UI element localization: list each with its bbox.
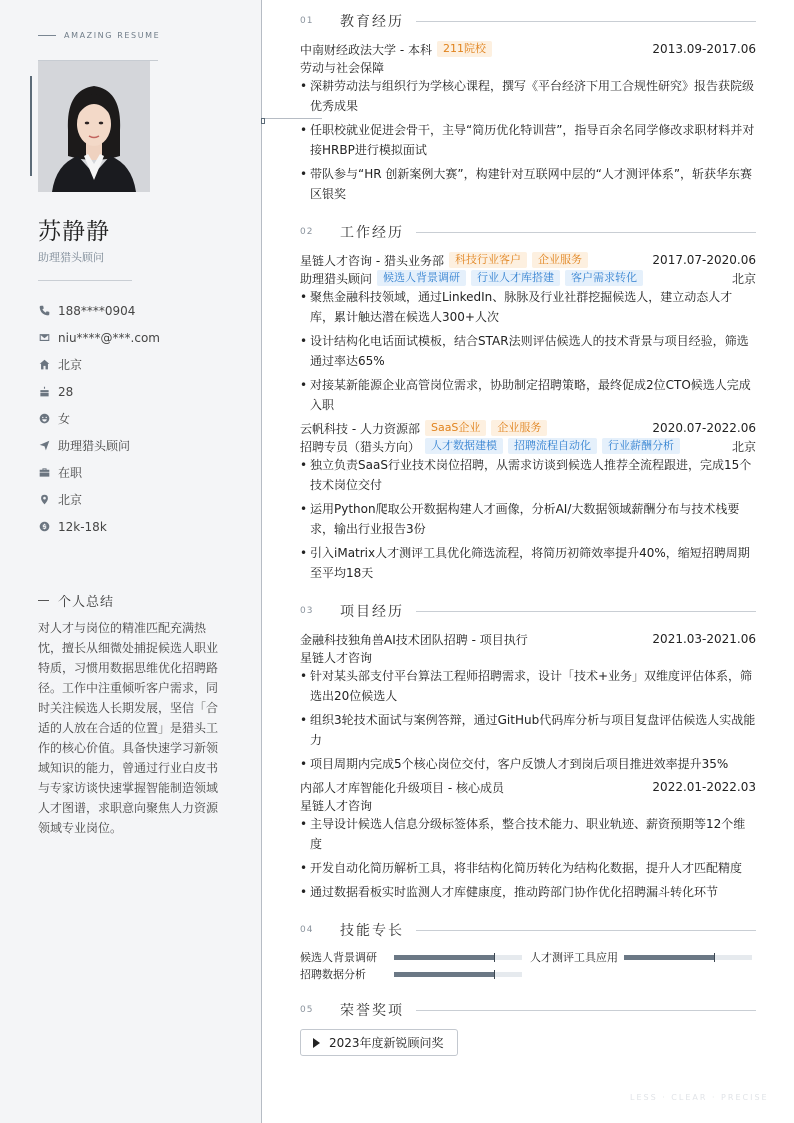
gender-text: 女 <box>58 412 71 426</box>
list-item: • 聚焦金融科技领域，通过LinkedIn、脉脉及行业社群挖掘候选人，建立动态人才库，累计触达潜在候选人300+人次 <box>300 287 756 327</box>
role-tag: 客户需求转化 <box>565 270 643 286</box>
skill-item <box>300 966 522 982</box>
section-rule <box>416 21 756 22</box>
list-item: • 引入iMatrix人才测评工具优化筛选流程，将简历初筛效率提升40%，缩短招聘周期至平均18天 <box>300 543 756 583</box>
list-item: • 组织3轮技术面试与案例答辩，通过GitHub代码库分析与项目复盘评估候选人实战能力 <box>300 710 756 750</box>
summary-title: 个人总结 <box>58 595 115 610</box>
company-tag: SaaS企业 <box>425 420 486 436</box>
phone-text: 188****0904 <box>58 303 136 318</box>
skill-bar <box>624 955 752 960</box>
project-date: 2021.03-2021.06 <box>652 632 756 646</box>
section-rule <box>416 1010 756 1011</box>
project-name: 金融科技独角兽AI技术团队招聘 - 项目执行 <box>300 632 528 647</box>
award-label: 2023年度新锐顾问奖 <box>329 1036 444 1050</box>
work-section-header <box>300 222 756 242</box>
info-row-salary <box>38 513 160 540</box>
skill-bar-marker <box>494 970 495 979</box>
project-2-header <box>300 778 756 796</box>
job-2-header <box>300 419 756 437</box>
awards-section-header <box>300 1000 756 1020</box>
summary-heading <box>38 591 114 610</box>
project-name: 内部人才库智能化升级项目 - 核心成员 <box>300 780 504 795</box>
play-icon <box>313 1038 320 1048</box>
section-number: 02 <box>300 227 314 237</box>
job-1-role <box>300 269 756 287</box>
major-row <box>300 58 756 76</box>
info-row-phone <box>38 297 160 324</box>
briefcase-icon <box>38 467 50 479</box>
project-2-org <box>300 796 756 814</box>
section-number: 03 <box>300 606 314 616</box>
company-name: 星链人才咨询 - 猎头业务部 <box>300 253 444 268</box>
list-item: • 带队参与“HR 创新案例大赛”，构建针对互联网中层的“人才测评体系”，斩获华东赛区银奖 <box>300 164 756 204</box>
list-item: • 对接某新能源企业高管岗位需求，协助制定招聘策略，最终促成2位CTO候选人完成入职 <box>300 375 756 415</box>
list-item: • 项目周期内完成5个核心岗位交付，客户反馈人才到岗后项目推进效率提升35% <box>300 754 756 774</box>
job-2-role <box>300 437 756 455</box>
list-item: • 开发自动化简历解析工具，将非结构化简历转化为结构化数据，提升人才匹配精度 <box>300 858 756 878</box>
age-text: 28 <box>58 384 74 399</box>
summary-dash <box>38 600 49 601</box>
company-tag: 科技行业客户 <box>449 252 527 268</box>
company-name: 云帆科技 - 人力资源部 <box>300 421 420 436</box>
mail-icon <box>38 332 50 344</box>
brand <box>38 31 160 40</box>
location-text: 北京 <box>58 493 83 507</box>
phone-icon <box>38 305 50 317</box>
role-tag: 行业薪酬分析 <box>602 438 680 454</box>
profile-name: 苏静静 <box>38 219 110 245</box>
role-tag: 行业人才库搭建 <box>471 270 560 286</box>
job-date: 2017.07-2020.06 <box>652 253 756 267</box>
email-text: niu****@***.com <box>58 330 160 345</box>
section-title: 技能专长 <box>340 923 404 939</box>
role-name: 助理猎头顾问 <box>300 271 373 286</box>
cake-icon <box>38 386 50 398</box>
sidebar <box>0 0 262 1123</box>
info-row-location <box>38 486 160 513</box>
money-icon <box>38 521 50 533</box>
role-name: 招聘专员（猎头方向） <box>300 439 421 454</box>
award-item <box>300 1029 458 1056</box>
skill-bar-fill <box>394 972 494 977</box>
project-2-bullets <box>300 814 756 906</box>
skill-item <box>530 949 752 965</box>
job-2-bullets <box>300 455 756 587</box>
section-rule <box>416 930 756 931</box>
info-row-status <box>38 459 160 486</box>
position-text: 助理猎头顾问 <box>58 439 131 453</box>
project-1-bullets <box>300 666 756 778</box>
project-org: 星链人才咨询 <box>300 798 373 813</box>
project-org: 星链人才咨询 <box>300 650 373 665</box>
location-icon <box>38 494 50 506</box>
list-item: • 主导设计候选人信息分级标签体系，整合技术能力、职业轨迹、薪资预期等12个维度 <box>300 814 756 854</box>
education-bullets <box>300 76 756 208</box>
city-text: 北京 <box>58 358 83 372</box>
project-1-org <box>300 648 756 666</box>
list-item: • 深耕劳动法与组织行为学核心课程，撰写《平台经济下用工合规性研究》报告获院级优秀成果 <box>300 76 756 116</box>
photo-accent-bar <box>30 76 32 176</box>
timeline-marker-dot <box>261 118 265 124</box>
home-icon <box>38 359 50 371</box>
company-tag: 企业服务 <box>532 252 588 268</box>
skill-bar <box>394 972 522 977</box>
section-title: 项目经历 <box>340 604 404 620</box>
role-tag: 人才数据建模 <box>425 438 503 454</box>
skill-label: 人才测评工具应用 <box>530 951 618 964</box>
skill-bar-fill <box>394 955 494 960</box>
project-date: 2022.01-2022.03 <box>652 780 756 794</box>
job-location: 北京 <box>731 439 756 454</box>
section-title: 工作经历 <box>340 225 404 241</box>
skill-label: 候选人背景调研 <box>300 951 377 964</box>
role-tag: 候选人背景调研 <box>377 270 466 286</box>
list-item: • 针对某头部支付平台算法工程师招聘需求，设计「技术+业务」双维度评估体系，筛选出20位候选人 <box>300 666 756 706</box>
education-row <box>300 40 756 58</box>
education-date: 2013.09-2017.06 <box>652 42 756 56</box>
photo-corner-line <box>38 60 158 61</box>
school-name: 中南财经政法大学 - 本科 <box>300 42 432 57</box>
name-divider <box>38 280 132 281</box>
section-title: 荣誉奖项 <box>340 1003 404 1019</box>
job-date: 2020.07-2022.06 <box>652 421 756 435</box>
list-item: • 通过数据看板实时监测人才库健康度，推动跨部门协作优化招聘漏斗转化环节 <box>300 882 756 902</box>
skill-label: 招聘数据分析 <box>300 968 366 981</box>
skill-bar-fill <box>624 955 714 960</box>
skill-item <box>300 949 522 965</box>
send-icon <box>38 440 50 452</box>
role-tag: 招聘流程自动化 <box>508 438 597 454</box>
section-title: 教育经历 <box>340 14 404 30</box>
info-row-city <box>38 351 160 378</box>
major-name: 劳动与社会保障 <box>300 60 385 75</box>
contact-info-list <box>38 297 160 540</box>
section-number: 05 <box>300 1005 314 1015</box>
project-1-header <box>300 630 756 648</box>
info-row-age <box>38 378 160 405</box>
footer-tagline: LESS · CLEAR · PRECISE <box>630 1093 769 1102</box>
info-row-position <box>38 432 160 459</box>
skill-bar-marker <box>714 953 715 962</box>
profile-title: 助理猎头顾问 <box>38 251 104 264</box>
salary-text: 12k-18k <box>58 519 107 534</box>
section-rule <box>416 611 756 612</box>
smile-icon <box>38 413 50 425</box>
brand-text: AMAZING RESUME <box>64 31 161 40</box>
job-1-bullets <box>300 287 756 419</box>
job-1-header <box>300 251 756 269</box>
list-item: • 运用Python爬取公开数据构建人才画像，分析AI/大数据领域薪酬分布与技术栈要求，输出行业报告3份 <box>300 499 756 539</box>
info-row-gender <box>38 405 160 432</box>
job-location: 北京 <box>731 271 756 286</box>
education-section-header <box>300 11 756 31</box>
list-item: • 独立负责SaaS行业技术岗位招聘，从需求访谈到候选人推荐全流程跟进，完成15个技术岗位交付 <box>300 455 756 495</box>
status-text: 在职 <box>58 466 83 480</box>
company-tag: 企业服务 <box>491 420 547 436</box>
school-tag: 211院校 <box>437 41 492 57</box>
photo-frame <box>38 60 158 192</box>
avatar <box>38 60 150 192</box>
list-item: • 设计结构化电话面试模板，结合STAR法则评估候选人的技术背景与项目经验，筛选通过率达65% <box>300 331 756 371</box>
list-item: • 任职校就业促进会骨干，主导“简历优化特训营”，指导百余名同学修改求职材料并对接HRBP进行模拟面试 <box>300 120 756 160</box>
brand-divider <box>38 35 56 36</box>
section-rule <box>416 232 756 233</box>
skills-section-header <box>300 920 756 940</box>
info-row-email <box>38 324 160 351</box>
skill-bar-marker <box>494 953 495 962</box>
section-number: 01 <box>300 16 314 26</box>
projects-section-header <box>300 601 756 621</box>
section-number: 04 <box>300 925 314 935</box>
summary-body: 对人才与岗位的精准匹配充满热忱，擅长从细微处捕捉候选人职业特质，习惯用数据思维优化招聘路径。工作中注重倾听客户需求，同时关注候选人长期发展，坚信「合适的人放在合适的位置」是猎头工作的核心价值。具备快速学习新领域知识的能力，曾通过行业白皮书与专家访谈快速掌握智能制造领域人才图谱，求职意向聚焦人力资源领域专业岗位。 <box>38 621 219 835</box>
skill-bar <box>394 955 522 960</box>
